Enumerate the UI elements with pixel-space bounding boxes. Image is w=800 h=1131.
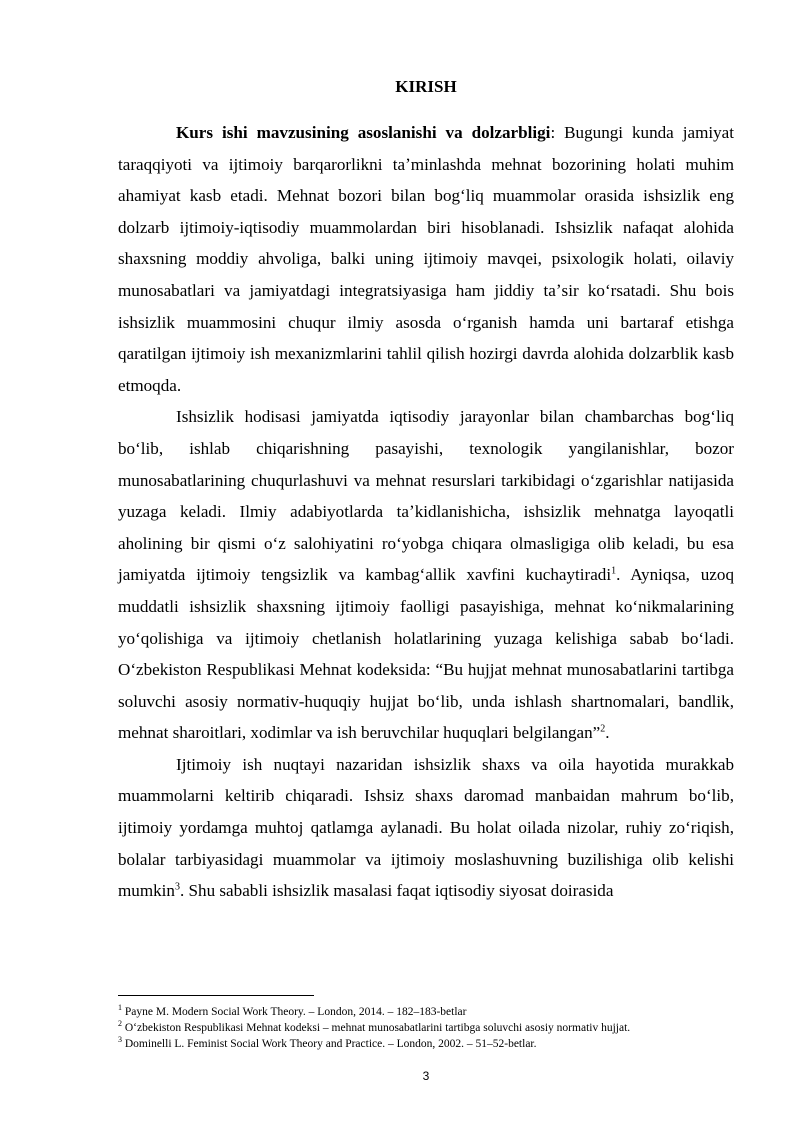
footnote-number: 3 bbox=[118, 1035, 122, 1045]
footnote-separator bbox=[118, 995, 314, 996]
footnote-text: Oʻzbekiston Respublikasi Mehnat kodeksi – mehnat munosabatlarini tartibga soluvchi asosiy normativ hujjat. bbox=[124, 1022, 631, 1035]
footnote-2 bbox=[118, 1020, 734, 1036]
paragraph-text: Ishsizlik hodisasi jamiyatda iqtisodiy jarayonlar bilan chambarchas bogʻliq boʻlib, ishlab chiqarishning pasayishi, texnologik yangilanishlar, bozor munosabatlarining chuqurlashuvi va mehnat resurslari tarkibidagi oʻzgarishlar natijasida yuzaga keladi. Ilmiy adabiyotlarda taʼkidlanishicha, ishsizlik mehnatga layoqatli aholining bir qismi oʻz salohiyatini roʻyobga chiqara olmasligiga olib keladi, bu esa jamiyatda ijtimoiy tengsizlik va kambagʻallik xavfini kuchaytiradi bbox=[118, 407, 734, 585]
footnote-text: Payne M. Modern Social Work Theory. – London, 2014. – 182–183-betlar bbox=[124, 1006, 467, 1018]
document-page bbox=[118, 0, 734, 1131]
footnotes bbox=[118, 1004, 734, 1053]
paragraph-text: . Shu sababli ishsizlik masalasi faqat iqtisodiy siyosat doirasida bbox=[179, 881, 614, 901]
paragraph-3 bbox=[118, 749, 734, 907]
footnote-number: 1 bbox=[118, 1003, 122, 1013]
footnote-number: 2 bbox=[118, 1019, 122, 1029]
footnote-text: Dominelli L. Feminist Social Work Theory and Practice. – London, 2002. – 51–52-betlar. bbox=[124, 1038, 537, 1051]
paragraph-text: . bbox=[605, 723, 610, 743]
paragraph-1 bbox=[118, 117, 734, 401]
footnote-1 bbox=[118, 1004, 734, 1020]
paragraph-text: . Ayniqsa, uzoq muddatli ishsizlik shaxsning ijtimoiy faolligi pasayishiga, mehnat koʻnikmalarining yoʻqolishiga va ijtimoiy chetlanish holatlarining yuzaga kelishiga sabab boʻladi. Oʻzbekiston Respublikasi Mehnat kodeksida: “Bu hujjat mehnat munosabatlarini tartibga soluvchi asosiy normativ-huquqiy hujjat boʻlib, unda ishlash shartnomalari, bandlik, mehnat sharoitlari, xodimlar va ish beruvchilar huquqlari belgilangan” bbox=[118, 565, 734, 743]
paragraph-text: : Bugungi kunda jamiyat taraqqiyoti va ijtimoiy barqarorlikni taʼminlashda mehnat bozorining holati muhim ahamiyat kasb etadi. Mehnat bozori bilan bogʻliq muammolar orasida ishsizlik eng dolzarb ijtimoiy-iqtisodiy muammolardan biri hisoblanadi. Ishsizlik nafaqat alohida shaxsning moddiy ahvoliga, balki uning ijtimoiy mavqei, psixologik holati, oilaviy munosabatlari va jamiyatdagi integratsiyasiga ham jiddiy taʼsir koʻrsatadi. Shu bois ishsizlik muammosini chuqur ilmiy asosda oʻrganish hamda uni bartaraf etishga qaratilgan ijtimoiy ish mexanizmlarini tahlil qilish hozirgi davrda alohida dolzarblik kasb etmoqda. bbox=[118, 123, 734, 395]
paragraph-text: Ijtimoiy ish nuqtayi nazaridan ishsizlik shaxs va oila hayotida murakkab muammolarni keltirib chiqaradi. Ishsiz shaxs daromad manbaidan mahrum boʻlib, ijtimoiy yordamga muhtoj qatlamga aylanadi. Bu holat oilada nizolar, ruhiy zoʻriqish, bolalar tarbiyasidagi muammolar va ijtimoiy moslashuvning buzilishiga olib kelishi mumkin bbox=[118, 754, 734, 901]
page-number: 3 bbox=[422, 1069, 430, 1083]
footnote-3 bbox=[118, 1036, 734, 1052]
paragraph-lead: Kurs ishi mavzusining asoslanishi va dolzarbligi bbox=[176, 123, 551, 142]
page-heading: KIRISH bbox=[395, 77, 457, 96]
footnote-ref-3[interactable]: 3 bbox=[174, 881, 180, 893]
body-text bbox=[118, 117, 734, 907]
footnote-ref-1[interactable]: 1 bbox=[611, 565, 617, 577]
footnote-ref-2[interactable]: 2 bbox=[600, 723, 606, 735]
paragraph-2 bbox=[118, 401, 734, 749]
